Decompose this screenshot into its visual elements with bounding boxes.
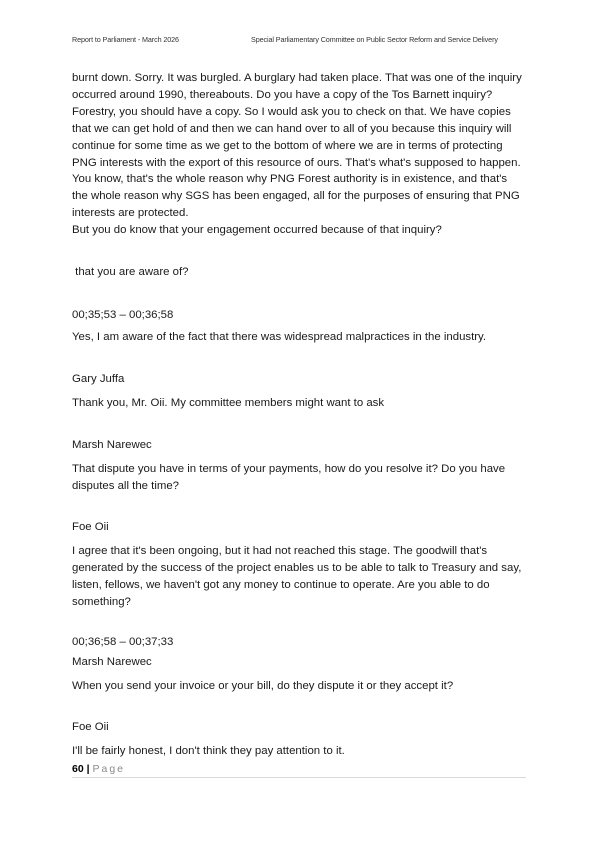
running-header-right: Special Parliamentary Committee on Public Sector Reform and Service Delivery — [251, 35, 498, 44]
running-header-left: Report to Parliament - March 2026 — [72, 35, 179, 44]
speaker-name: Marsh Narewec — [72, 656, 152, 668]
page-label: Page — [92, 763, 126, 775]
paragraph-question-fragment: that you are aware of? — [72, 266, 189, 278]
paragraph-testimony: burnt down. Sorry. It was burgled. A burglary had taken place. That was one of the inquiry occurred around 1990, thereabouts. Do you have a copy of the Tos Barnett inquiry? Forestry, you should have a copy. So I would ask you to check on that. We have copies that we can get hold of and then we can hand over to all of you because this inquiry will continue for some time as we get to the bottom of where we are in terms of protecting PNG interests with the export of this resource of ours. That's what's supposed to happen. You know, that's the whole reason why PNG Forest authority is in existence, and that's the whole reason why SGS has been engaged, all for the purposes of ensuring that PNG interests are protected. — [72, 72, 522, 220]
paragraph-question: When you send your invoice or your bill, do they dispute it or they accept it? — [72, 680, 454, 692]
footer-rule — [72, 777, 526, 778]
paragraph-question: But you do know that your engagement occurred because of that inquiry? — [72, 224, 442, 236]
paragraph-answer: I'll be fairly honest, I don't think they pay attention to it. — [72, 745, 345, 757]
speaker-name: Foe Oii — [72, 721, 109, 733]
footer-separator: | — [86, 763, 90, 775]
timestamp: 00;35;53 – 00;36;58 — [72, 309, 174, 321]
paragraph-question: That dispute you have in terms of your payments, how do you resolve it? Do you have disputes all the time? — [72, 463, 506, 492]
paragraph-statement: Thank you, Mr. Oii. My committee members might want to ask — [72, 397, 385, 409]
speaker-name: Gary Juffa — [72, 373, 125, 385]
paragraph-answer: I agree that it's been ongoing, but it had not reached this stage. The goodwill that's generated by the success of the project enables us to be able to talk to Treasury and say, listen, fellows, we haven't got any money to continue to operate. Are you able to do something? — [72, 545, 522, 608]
paragraph-answer: Yes, I am aware of the fact that there was widespread malpractices in the industry. — [72, 331, 487, 343]
page-number: 60 — [72, 763, 84, 775]
page-footer — [72, 763, 125, 775]
timestamp: 00;36;58 – 00;37;33 — [72, 636, 174, 648]
speaker-name: Marsh Narewec — [72, 439, 152, 451]
speaker-name: Foe Oii — [72, 521, 109, 533]
